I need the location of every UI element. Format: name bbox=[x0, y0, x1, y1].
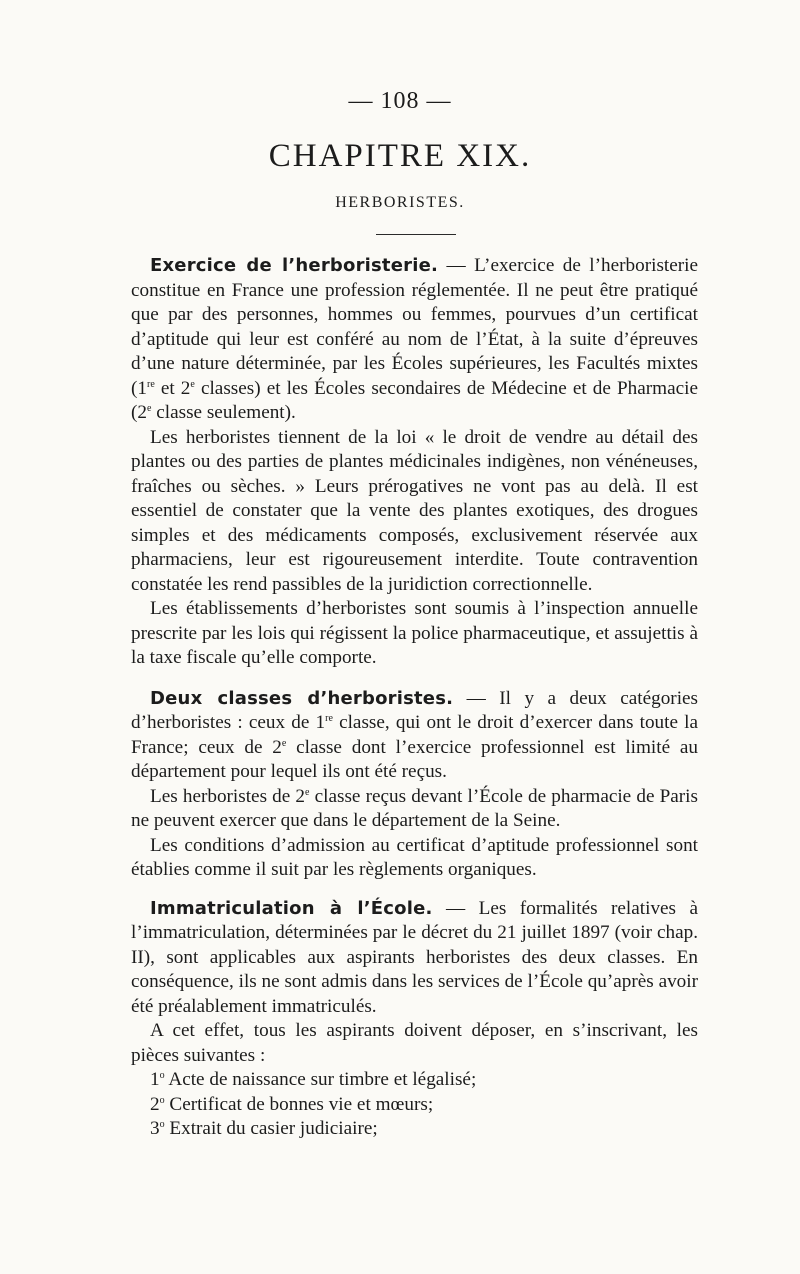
list-item: 3$^o$ Extrait du casier judiciaire; bbox=[150, 1118, 378, 1139]
section-heading: Immatriculation à l’École. bbox=[150, 897, 433, 919]
page-number: — 108 — bbox=[348, 88, 452, 114]
section-heading: Deux classes d’herboristes. bbox=[150, 687, 454, 709]
section-exercice-para-3: Les établissements d’herboristes sont soumis à l’inspection annuelle prescrite par les lois qui régissent la police pharmaceutique, et assujettis à la taxe fiscale qu’elle comporte. bbox=[131, 598, 698, 668]
section-immatriculation-para-1: Immatriculation à l’École. — Les formalités relatives à l’immatriculation, déterminées par le décret du 21 juillet 1897 (voir chap. II), sont applicables aux aspirants herboristes des deux classes. En conséquence, ils ne sont admis dans les services de l’École qu’après avoir été préalablement immatriculés. bbox=[131, 897, 698, 1017]
chapter-subtitle: HERBORISTES. bbox=[335, 194, 465, 211]
section-classes-para-2: Les herboristes de 2e classe reçus devant l’École de pharmacie de Paris ne peuvent exercer que dans le département de la Seine. bbox=[131, 785, 698, 831]
title-rule bbox=[376, 234, 456, 235]
list-item: 1$^o$ Acte de naissance sur timbre et légalisé; bbox=[150, 1069, 477, 1090]
section-exercice-para-2: Les herboristes tiennent de la loi « le droit de vendre au détail des plantes ou des parties de plantes médicinales indigènes, non vénéneuses, fraîches ou sèches. » Leurs prérogatives ne vont pas au delà. Il est essentiel de constater que la vente des plantes exotiques, des drogues simples et des médicaments composés, exclusivement réservée aux pharmaciens, leur est rigoureusement interdite. Toute contravention constatée les rend passibles de la juridiction correctionnelle. bbox=[131, 426, 698, 595]
required-documents-list bbox=[131, 1068, 698, 1142]
body-text bbox=[131, 254, 698, 1142]
list-item: 2$^o$ Certificat de bonnes vie et mœurs; bbox=[150, 1093, 434, 1115]
section-classes-para-1: Deux classes d’herboristes. — Il y a deux catégories d’herboristes : ceux de 1re classe, qui ont le droit d’exercer dans toute la France; ceux de 2e classe dont l’exercice professionnel est limité au département pour lequel ils ont été reçus. bbox=[131, 687, 699, 782]
section-classes-para-3: Les conditions d’admission au certificat d’aptitude professionnel sont établies comme il suit par les règlements organiques. bbox=[131, 834, 698, 880]
section-exercice-para-1: Exercice de l’herboristerie. — L’exercice de l’herboristerie constitue en France une profession réglementée. Il ne peut être pratiqué que par des personnes, hommes ou femmes, pourvues d’un certificat d’aptitude qui leur est conféré au nom de l’État, à la suite d’épreuves d’une nature déterminée, par les Écoles supérieures, les Facultés mixtes (1re et 2e classes) et les Écoles secondaires de Médecine et de Pharmacie (2e classe seulement). bbox=[131, 255, 698, 423]
section-heading: Exercice de l’herboristerie. bbox=[150, 255, 439, 276]
section-immatriculation-para-2: A cet effet, tous les aspirants doivent déposer, en s’inscrivant, les pièces suivantes : bbox=[131, 1020, 698, 1066]
chapter-title: CHAPITRE XIX. bbox=[268, 138, 532, 174]
